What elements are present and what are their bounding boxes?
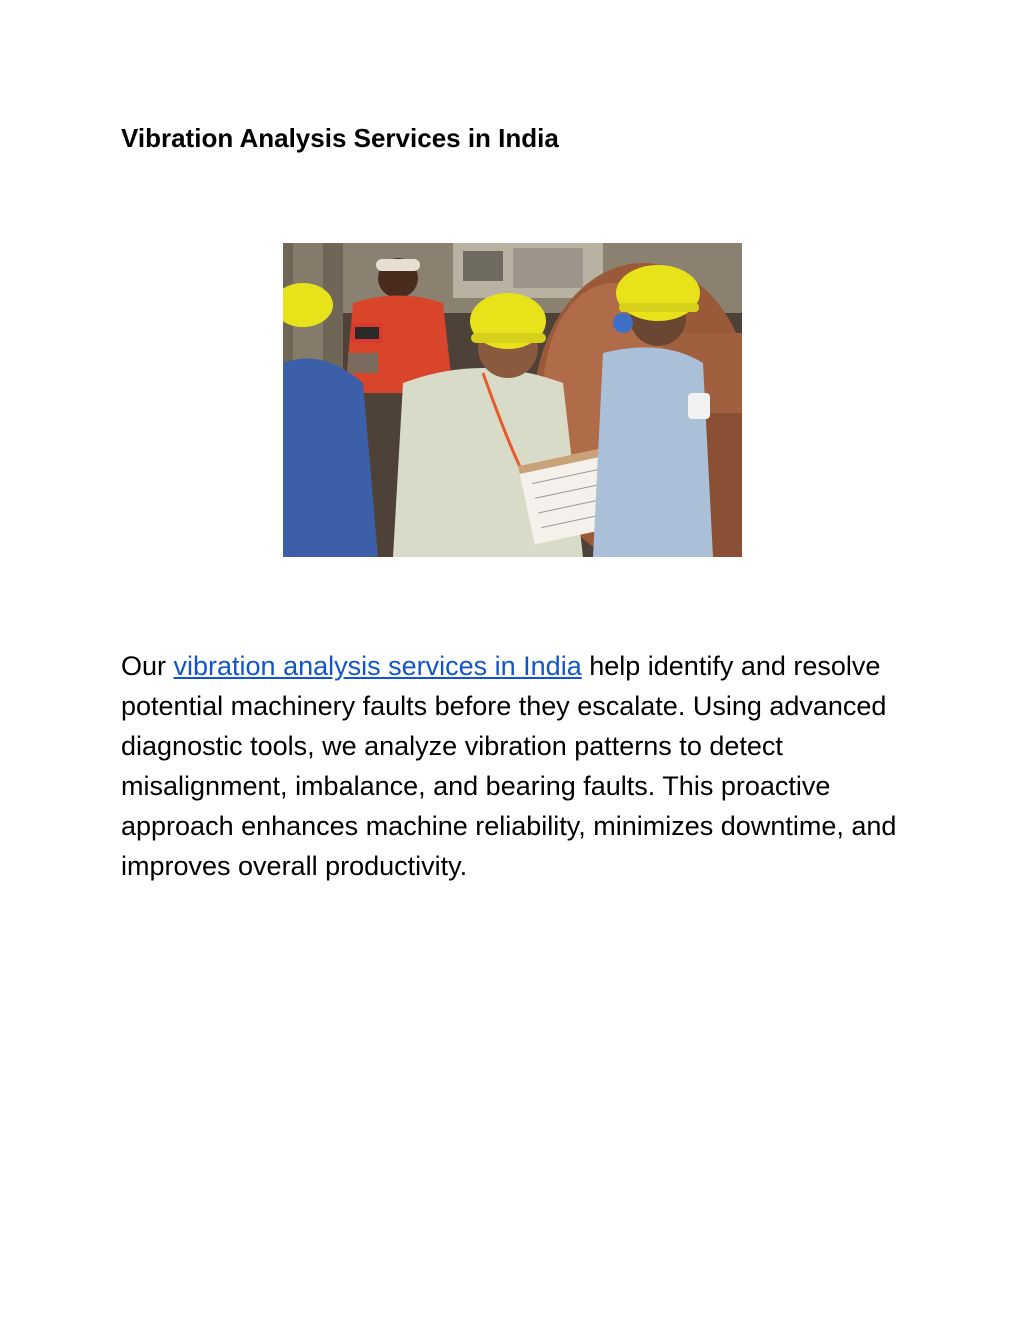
technicians-inspection-photo bbox=[283, 243, 742, 557]
body-paragraph bbox=[121, 646, 911, 886]
photo-illustration bbox=[283, 243, 742, 557]
vibration-analysis-link[interactable]: vibration analysis services in India bbox=[173, 651, 582, 681]
document-title: Vibration Analysis Services in India bbox=[121, 123, 559, 153]
paragraph-lead: Our bbox=[121, 651, 174, 681]
paragraph-rest: help identify and resolve potential machinery faults before they escalate. Using advanced diagnostic tools, we analyze vibration patterns to detect misalignment, imbalance, and bearing faults. This proactive approach enhances machine reliability, minimizes downtime, and improves overall productivity. bbox=[121, 651, 897, 881]
